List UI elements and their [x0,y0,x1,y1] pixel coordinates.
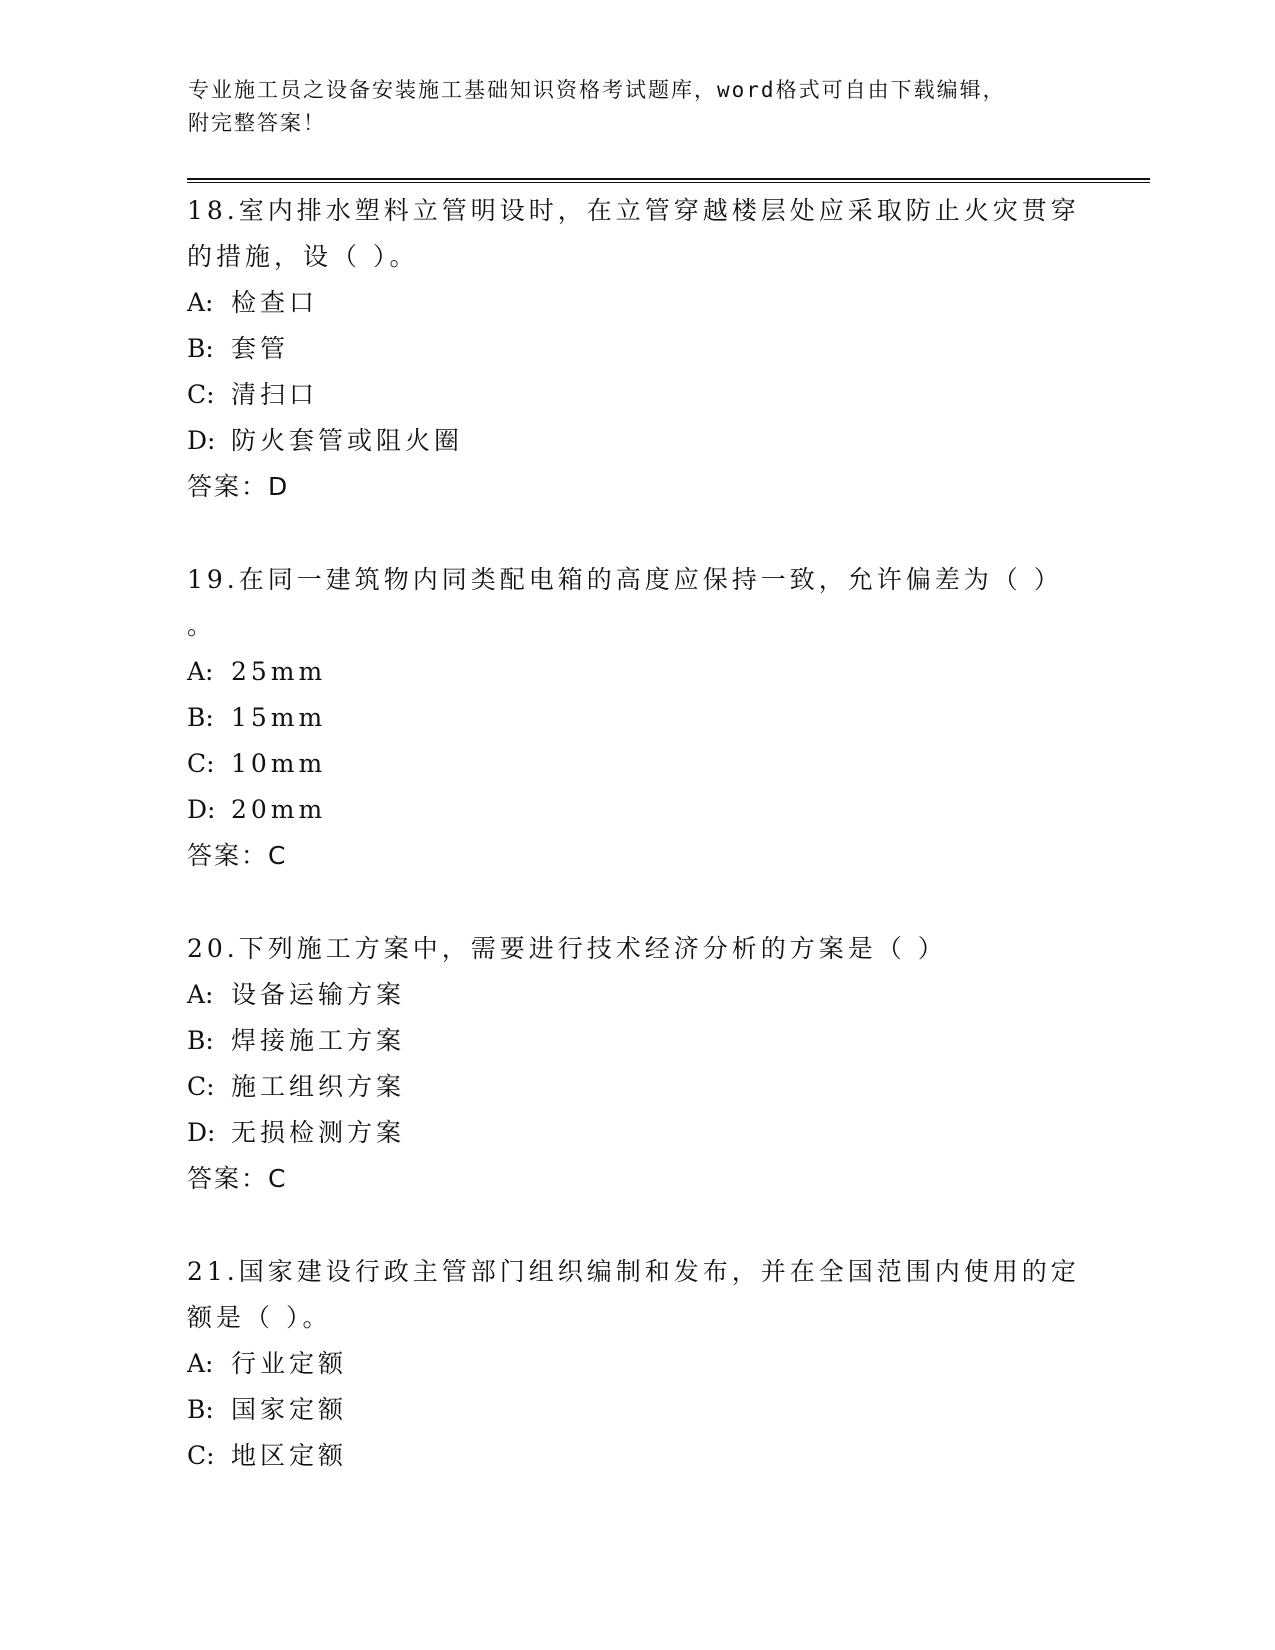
option-text: 清扫口 [231,380,319,409]
option-text: 施工组织方案 [231,1072,406,1101]
question-20 [187,926,1087,1202]
option-letter: D: [187,795,216,824]
option-letter: A: [187,980,214,1009]
header-line-2: 附完整答案！ [188,111,326,135]
question-spacer [187,879,1087,926]
question-spacer [187,510,1087,557]
option-letter: B: [187,1026,214,1055]
question-stem-line: 18.室内排水塑料立管明设时，在立管穿越楼层处应采取防止火灾贯穿 [187,196,1080,225]
question-stem-line: 21.国家建设行政主管部门组织编制和发布，并在全国范围内使用的定 [187,1257,1080,1286]
option-d [187,418,1087,464]
option-c [187,372,1087,418]
option-a [187,280,1087,326]
option-text: 焊接施工方案 [231,1026,406,1055]
option-text: 国家定额 [231,1395,348,1424]
option-b [187,1018,1087,1064]
option-c [187,1433,1087,1479]
option-a [187,649,1087,695]
option-text: 20mm [231,795,327,824]
question-18 [187,188,1087,510]
option-text: 15mm [231,703,327,732]
option-letter: C: [187,1072,215,1101]
question-stem-line: 19.在同一建筑物内同类配电箱的高度应保持一致，允许偏差为（ ） [187,565,1063,594]
option-d [187,1110,1087,1156]
option-text: 地区定额 [231,1441,348,1470]
option-letter: B: [187,334,214,363]
question-list [187,188,1087,1479]
option-c [187,741,1087,787]
option-letter: A: [187,288,214,317]
option-letter: C: [187,749,215,778]
question-stem-line: 20.下列施工方案中，需要进行技术经济分析的方案是（ ） [187,934,947,963]
option-a [187,1341,1087,1387]
option-d [187,787,1087,833]
document-header [188,74,1088,140]
option-letter: D: [187,1118,216,1147]
question-19 [187,557,1087,879]
question-stem-line: 。 [187,611,217,640]
option-text: 无损检测方案 [231,1118,406,1147]
question-spacer [187,1202,1087,1249]
option-letter: C: [187,1441,215,1470]
answer-line: 答案：D [187,472,290,501]
header-line-1: 专业施工员之设备安装施工基础知识资格考试题库，word格式可自由下载编辑， [188,78,1006,102]
option-b [187,695,1087,741]
option-text: 检查口 [231,288,319,317]
question-stem-line: 额是（ ）。 [187,1303,332,1332]
option-letter: B: [187,703,214,732]
option-b [187,1387,1087,1433]
option-letter: A: [187,657,214,686]
option-text: 套管 [231,334,290,363]
option-letter: D: [187,426,216,455]
option-text: 10mm [231,749,327,778]
header-divider [187,178,1150,183]
answer-line: 答案：C [187,841,288,870]
option-letter: A: [187,1349,214,1378]
option-letter: B: [187,1395,214,1424]
option-letter: C: [187,380,215,409]
option-c [187,1064,1087,1110]
answer-line: 答案：C [187,1164,288,1193]
option-text: 行业定额 [231,1349,348,1378]
option-text: 25mm [231,657,327,686]
question-21 [187,1249,1087,1479]
option-b [187,326,1087,372]
option-a [187,972,1087,1018]
question-stem-line: 的措施，设（ ）。 [187,242,419,271]
option-text: 设备运输方案 [231,980,406,1009]
option-text: 防火套管或阻火圈 [231,426,464,455]
